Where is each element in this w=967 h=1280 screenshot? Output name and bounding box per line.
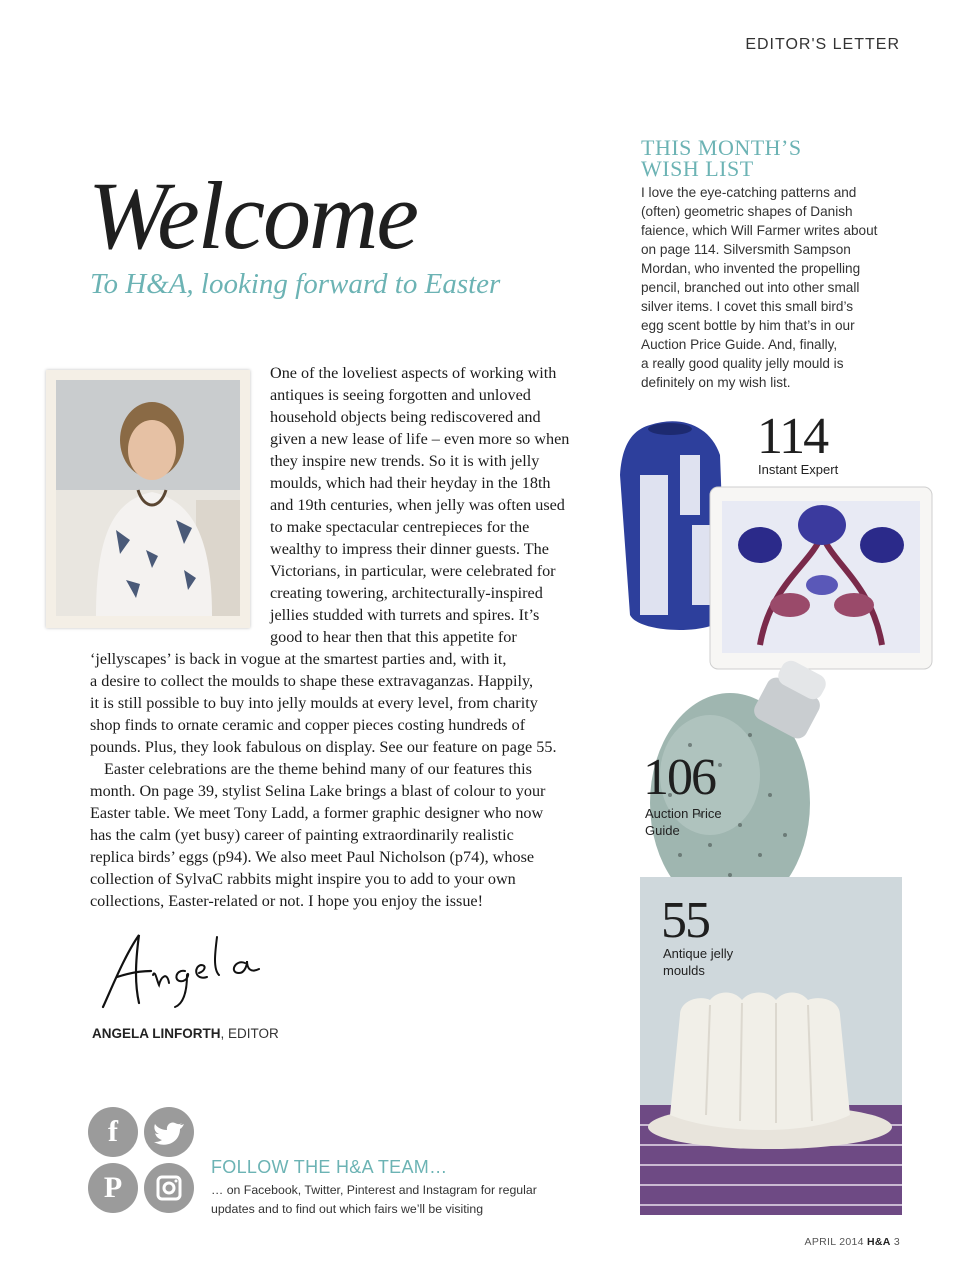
article-line: household objects being rediscovered and [270,408,541,426]
section-label: EDITOR'S LETTER [745,36,900,53]
article-line: collection of SylvaC rabbits might inspire you to add to your own [90,870,516,888]
editor-credit [92,1026,279,1041]
editor-role: , EDITOR [220,1026,279,1041]
article-line: moulds, which had their heyday in the 18th [270,474,551,492]
footer-brand: H&A [866,1236,891,1248]
wishlist-title-line: THIS MONTH’S [641,135,802,160]
wishlist-line: a really good quality jelly mould is [641,356,844,371]
wishlist-line: I love the eye-catching patterns and [641,185,857,200]
signature-scribble [95,925,275,1015]
footer-page-number: 3 [893,1236,900,1248]
wishlist-page-label [663,945,733,979]
editor-name: ANGELA LINFORTH [92,1026,221,1041]
article-line: jellies studded with turrets and spires. It’s [270,606,540,624]
wishlist-title [641,137,901,179]
pinterest-icon[interactable]: P [88,1163,138,1213]
wishlist-line: on page 114. Silversmith Sampson [641,242,851,257]
wishlist-line: faience, which Will Farmer writes about [641,223,878,238]
wishlist-page-label: Instant Expert [758,462,839,477]
wishlist-page-number: 106 [643,749,715,806]
follow-line: … on Facebook, Twitter, Pinterest and Instagram for regular [211,1183,537,1197]
article-line: One of the loveliest aspects of working with [270,364,557,382]
wishlist-page-label-line: Guide [645,823,680,838]
article-line: a desire to collect the moulds to shape these extravaganzas. Happily, [90,672,534,690]
footer-date: APRIL 2014 [804,1236,864,1248]
page-footer [760,1236,900,1248]
article-line: Easter table. We meet Tony Ladd, a former graphic designer who now [90,804,544,822]
editor-signature [95,925,275,1020]
article-line: to make spectacular centrepieces for the [270,518,530,536]
follow-line: updates and to find out which fairs we’ll be visiting [211,1202,484,1216]
wishlist-line: pencil, branched out into other small [641,280,860,295]
article-line: antiques is seeing forgotten and unloved [270,386,531,404]
article-column-2 [90,648,590,912]
article-line: good to hear then that this appetite for [270,628,517,646]
editor-photo [46,370,250,628]
wishlist-page-label-line: moulds [663,963,705,978]
facebook-icon[interactable]: f [88,1107,138,1157]
article-line: has the calm (yet busy) career of painting extraordinarily realistic [90,826,514,844]
wishlist-page-label [645,805,722,839]
wishlist-page-number: 114 [757,408,828,465]
social-icons [88,1107,198,1217]
article-line: ‘jellyscapes’ is back in vogue at the smartest parties and, with it, [90,650,507,668]
wishlist-line: egg scent bottle by him that’s in our [641,318,855,333]
article-line: shop finds to ornate ceramic and copper pieces costing hundreds of [90,716,526,734]
article-column-1 [270,362,588,648]
twitter-icon[interactable] [144,1107,194,1157]
wishlist-page-number: 55 [661,892,709,949]
faience-box-illustration [710,487,932,669]
wishlist-text [641,183,899,392]
article-line: Easter celebrations are the theme behind many of our features this [104,760,532,778]
wishlist-line: silver items. I covet this small bird’s [641,299,854,314]
article-line: creating towering, architecturally-inspired [270,584,543,602]
article-line: collections, Easter-related or not. I hope you enjoy the issue! [90,892,483,910]
article-line: they inspire new trends. So it is with jelly [270,452,540,470]
follow-title: FOLLOW THE H&A TEAM… [211,1157,448,1177]
editor-portrait-illustration [56,380,240,616]
wishlist-line: Mordan, who invented the propelling [641,261,861,276]
article-line: Victorians, in particular, were celebrated for [270,562,556,580]
wishlist-line: (often) geometric shapes of Danish [641,204,853,219]
article-line: month. On page 39, stylist Selina Lake brings a blast of colour to your [90,782,546,800]
wishlist-page-label-line: Auction Price [645,806,722,821]
article-line: and 19th centuries, when jelly was often used [270,496,565,514]
article-line: pounds. Plus, they look fabulous on display. See our feature on page 55. [90,738,557,756]
wishlist-line: definitely on my wish list. [641,375,791,390]
wishlist-line: Auction Price Guide. And, finally, [641,337,838,352]
twitter-bird-glyph [144,1107,194,1157]
instagram-camera-glyph [144,1163,194,1213]
editor-photo-image [56,380,240,616]
article-line: wealthy to impress their dinner guests. The [270,540,549,558]
instagram-icon[interactable] [144,1163,194,1213]
page-title: Welcome [88,162,417,269]
wishlist-page-label-line: Antique jelly [663,946,734,961]
article-line: given a new lease of life – even more so when [270,430,570,448]
article-line: it is still possible to buy into jelly moulds at every level, from charity [90,694,538,712]
article-line: replica birds’ eggs (p94). We also meet Paul Nicholson (p74), whose [90,848,535,866]
wishlist-title-line: WISH LIST [641,156,754,181]
page-subtitle: To H&A, looking forward to Easter [90,268,501,300]
follow-text [211,1181,571,1219]
